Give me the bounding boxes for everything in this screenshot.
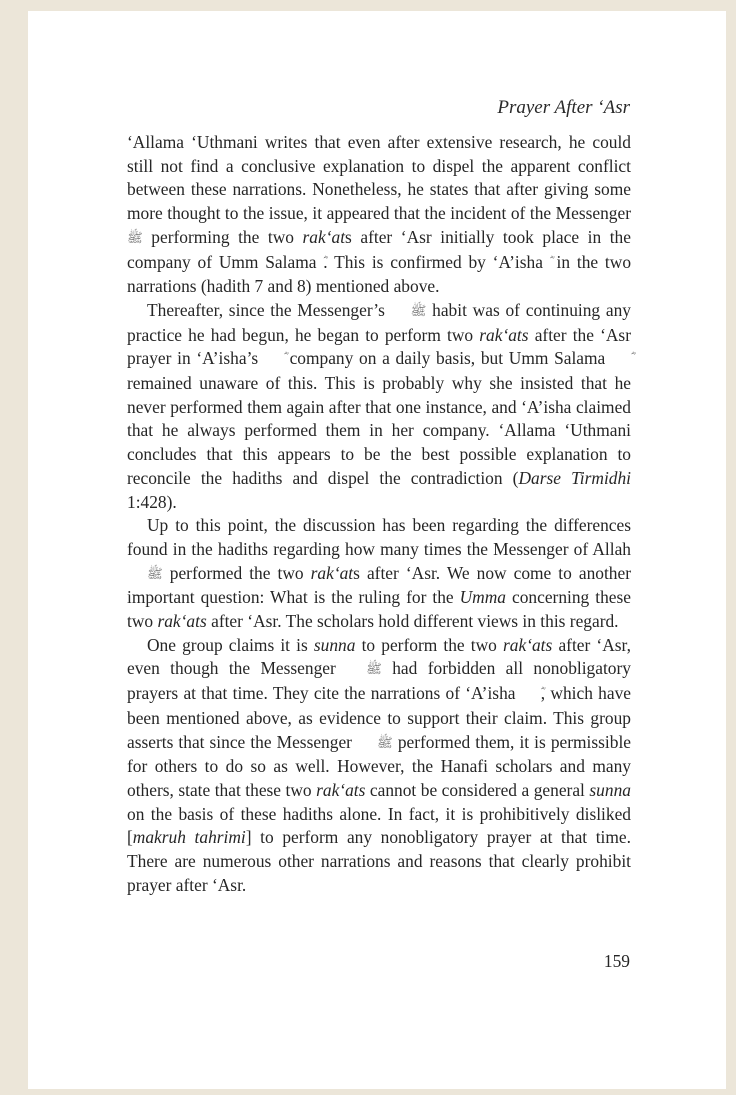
text-run: after ‘Asr, even though the Messenger xyxy=(127,634,631,679)
italic-term: rak‘ats xyxy=(316,779,366,800)
text-run: after the ‘Asr prayer in ‘A’isha’s xyxy=(127,324,631,369)
paragraph-2 xyxy=(127,299,631,514)
text-run: . This is confirmed by ‘A’isha xyxy=(323,251,543,272)
body-text xyxy=(127,131,631,898)
radiallahu-icon xyxy=(611,347,631,371)
text-run: concerning these two xyxy=(127,587,631,632)
italic-term: rak‘ats xyxy=(479,324,529,345)
salawat-icon: ﷺ xyxy=(127,229,143,245)
text-run: company on a daily basis, but Umm Salama xyxy=(289,348,606,369)
text-run: Up to this point, the discussion has been regarding the differences found in the hadiths regarding how many times the Messenger of Allah xyxy=(127,515,631,559)
running-head: Prayer After ‘Asr xyxy=(497,97,630,118)
text-run: to perform the two xyxy=(361,634,497,655)
text-run: had forbidden all nonobligatory prayers at that time. They cite the narrations of ‘A’isha xyxy=(127,658,631,704)
text-run: Thereafter, since the Messenger’s xyxy=(147,299,385,320)
text-run: remained unaware of this. This is probably why she insisted that he never performed them again after that one instance, and ‘A’isha claimed that he always performed them in her company. ‘Allama ‘Uthmani concludes that this appears to be the best possible explanation to reconcile the hadiths and dispel the contradiction ( xyxy=(127,373,631,488)
italic-term: rak‘ats xyxy=(503,634,553,655)
text-run: performed them, it is permissible for others to do so as well. However, the Hanafi scholars and many others, state that these two xyxy=(127,731,631,800)
text-run: performing the two xyxy=(151,226,294,247)
italic-term: sunna xyxy=(313,634,356,655)
text-run: habit was of continuing any practice he had begun, he began to perform two xyxy=(127,299,631,345)
salawat-icon: ﷺ xyxy=(410,302,427,318)
text-run: ‘Allama ‘Uthmani writes that even after extensive research, he could still not find a conclusive explanation to dispel the apparent conflict between these narrations. Nonetheless, he states that after giving some more thought to the issue, it appeared that the incident of the Messenger xyxy=(127,132,631,224)
salawat-icon: ﷺ xyxy=(377,734,393,750)
book-page xyxy=(28,11,726,1089)
text-run: ] to perform any nonobligatory prayer at that time. There are numerous other narrations and reasons that clearly prohibit prayer after ‘Asr. xyxy=(127,827,631,895)
italic-term: Umma xyxy=(459,587,506,608)
text-run: 1:428). xyxy=(127,491,177,512)
text-run: s after ‘Asr. We now come to another important question: What is the ruling for the xyxy=(127,562,632,608)
italic-term: rak‘ats xyxy=(157,611,207,632)
italic-term: makruh tahrimi xyxy=(132,827,246,848)
radiallahu-icon xyxy=(521,682,541,706)
text-run: One group claims it is xyxy=(147,634,308,655)
salawat-icon: ﷺ xyxy=(147,565,163,581)
italic-term: sunna xyxy=(589,779,631,800)
italic-title: Darse Tirmidhi xyxy=(518,467,632,488)
paragraph-1 xyxy=(127,131,631,299)
text-run: after ‘Asr. The scholars hold different views in this regard. xyxy=(211,611,619,632)
italic-term: rak‘at xyxy=(310,562,354,583)
radiallahu-icon xyxy=(264,347,284,371)
salawat-icon: ﷺ xyxy=(366,661,382,677)
text-run: in the two narrations (hadith 7 and 8) mentioned above. xyxy=(127,251,632,297)
text-run: cannot be considered a general xyxy=(369,779,585,800)
page-number: 159 xyxy=(603,951,630,971)
text-run: s after ‘Asr initially took place in the company of Umm Salama xyxy=(127,226,631,272)
text-run: on the basis of these hadiths alone. In fact, it is prohibitively disliked [ xyxy=(127,803,631,848)
text-run: performed the two xyxy=(169,562,304,583)
paragraph-4 xyxy=(127,634,631,898)
text-run: , which have been mentioned above, as evidence to support their claim. This group asserts that since the Messenger xyxy=(127,683,631,752)
paragraph-3 xyxy=(127,514,631,634)
italic-term: rak‘at xyxy=(302,226,346,247)
